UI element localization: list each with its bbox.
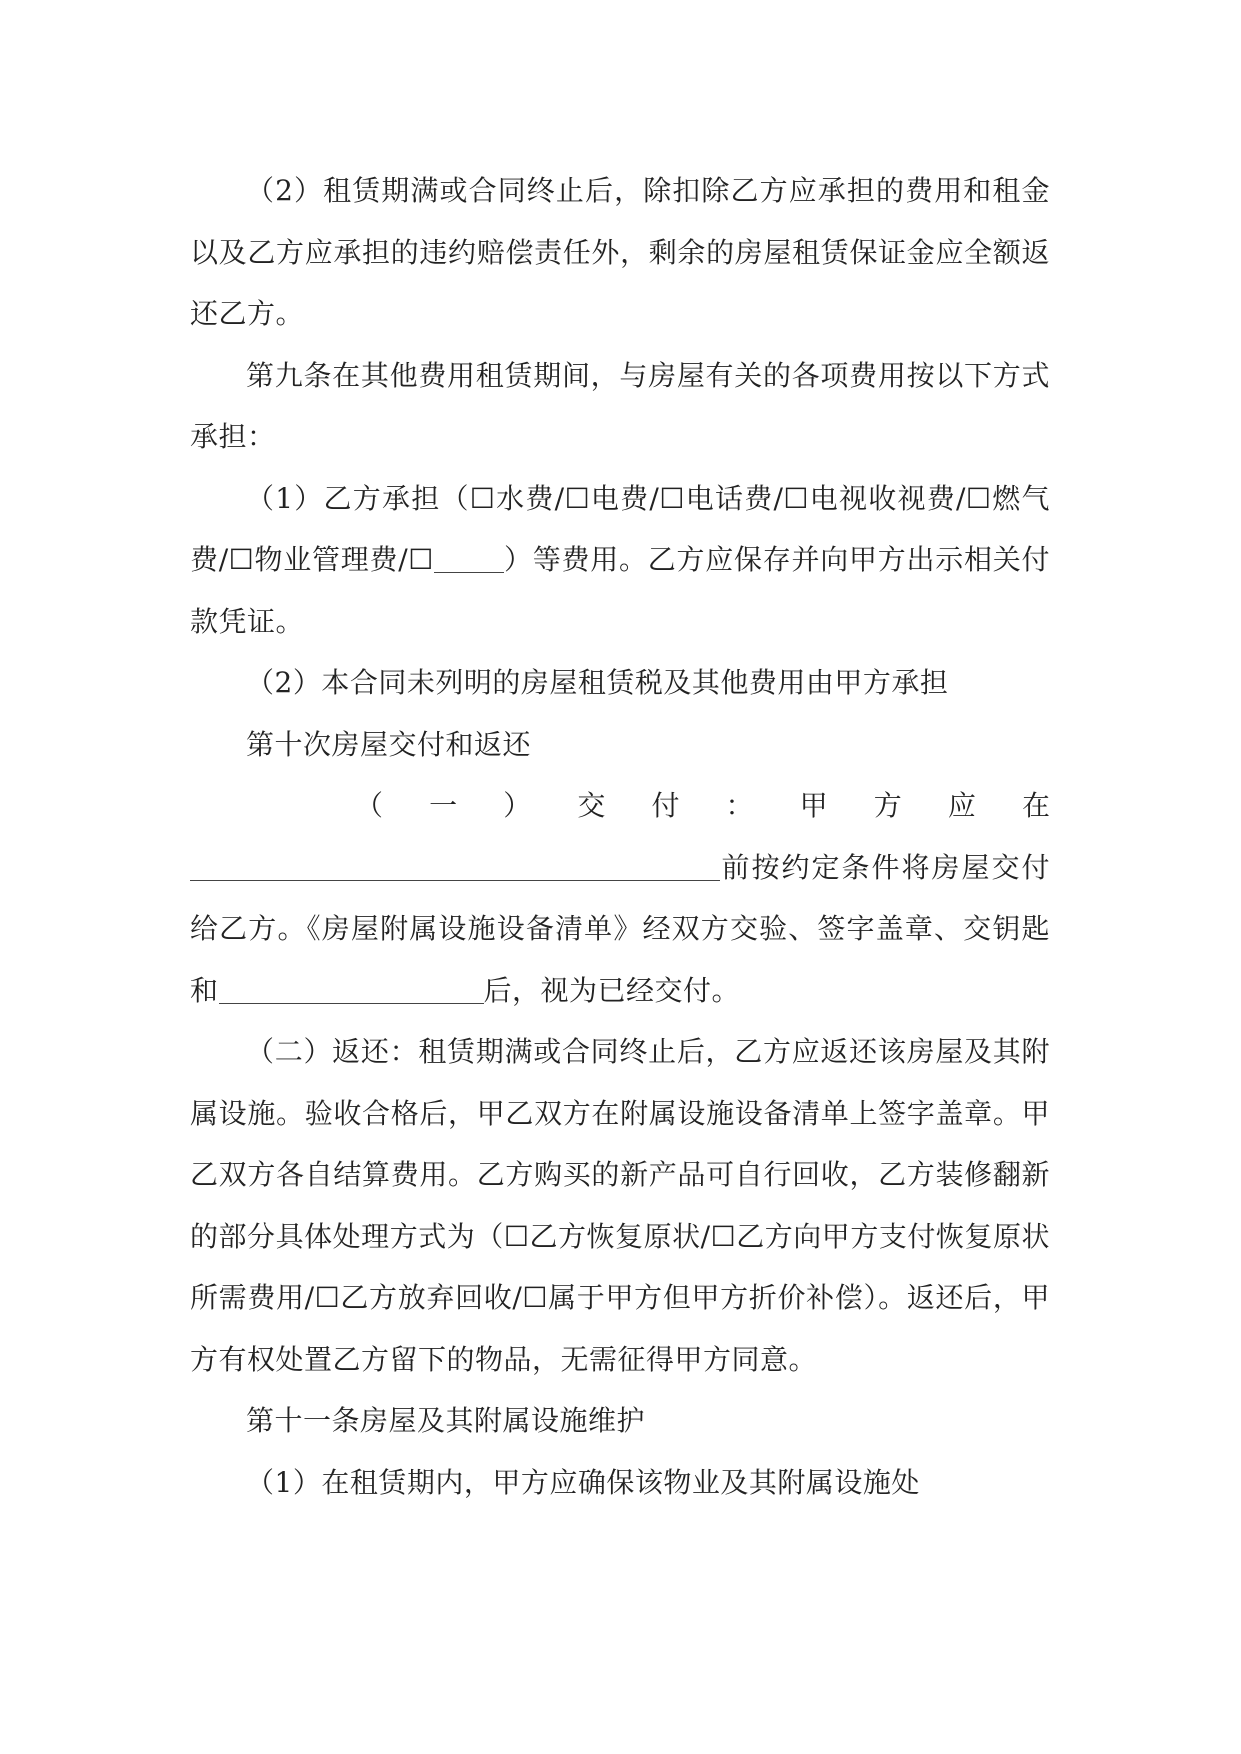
- paragraph-landlord-fees: （2）本合同未列明的房屋租赁税及其他费用由甲方承担: [246, 666, 949, 699]
- article-11-heading: 第十一条房屋及其附属设施维护: [246, 1404, 646, 1437]
- delivery-clause-start: [190, 775, 1050, 837]
- document-page: [190, 160, 1050, 1513]
- delivery-char: ：: [725, 789, 754, 822]
- paragraph-return: （二）返还：租赁期满或合同终止后，乙方应返还该房屋及其附属设施。验收合格后，甲乙双方在附属设施设备清单上签字盖章。甲乙双方各自结算费用。乙方购买的新产品可自行回收，乙方装修翻新的部分具体处理方式为（☐乙方恢复原状/☐乙方向甲方支付恢复原状所需费用/☐乙方放弃回收/☐属于甲方但甲方折价补偿）。返还后，甲方有权处置乙方留下的物品，无需征得甲方同意。: [190, 1035, 1050, 1376]
- article-10-heading: 第十次房屋交付和返还: [246, 727, 532, 761]
- delivery-text-end: 后，视为已经交付。: [483, 973, 741, 1007]
- delivery-char: ）: [503, 789, 532, 822]
- tenant-fees-text: （1）乙方承担（☐水费/☐电费/☐电话费/☐电视收视费/☐燃气费/☐物业管理费/☐: [190, 481, 1050, 576]
- tenant-fees-text-end: ）等费用。乙方应保存并向甲方出示相关付款凭证。: [190, 543, 1050, 638]
- delivery-char: 在: [1021, 789, 1050, 822]
- delivery-char: 应: [947, 789, 976, 822]
- paragraph-deposit-return: （2）租赁期满或合同终止后，除扣除乙方应承担的费用和租金以及乙方应承担的违约赔偿责任外，剩余的房屋租赁保证金应全额返还乙方。: [190, 174, 1050, 330]
- article-9-heading: 第九条在其他费用租赁期间，与房屋有关的各项费用按以下方式承担：: [190, 358, 1050, 453]
- delivery-char: 方: [873, 789, 902, 822]
- blank-delivery-condition[interactable]: [219, 975, 484, 1004]
- delivery-char: 一: [429, 789, 458, 822]
- delivery-char: （: [355, 789, 384, 822]
- delivery-char: 甲: [799, 789, 828, 822]
- paragraph-maintenance: （1）在租赁期内，甲方应确保该物业及其附属设施处: [246, 1465, 920, 1499]
- paragraph-tenant-fees: [190, 468, 1050, 653]
- delivery-text: 前按约定条件将房屋交付给乙方。《房屋附属设施设备清单》经双方交验、签字盖章、交钥匙和: [190, 850, 1050, 1007]
- blank-other-fee[interactable]: [434, 544, 504, 573]
- paragraph-delivery: [190, 837, 1050, 1022]
- delivery-char: 付: [651, 789, 680, 822]
- delivery-char: 交: [577, 789, 606, 822]
- blank-delivery-date[interactable]: [190, 852, 720, 881]
